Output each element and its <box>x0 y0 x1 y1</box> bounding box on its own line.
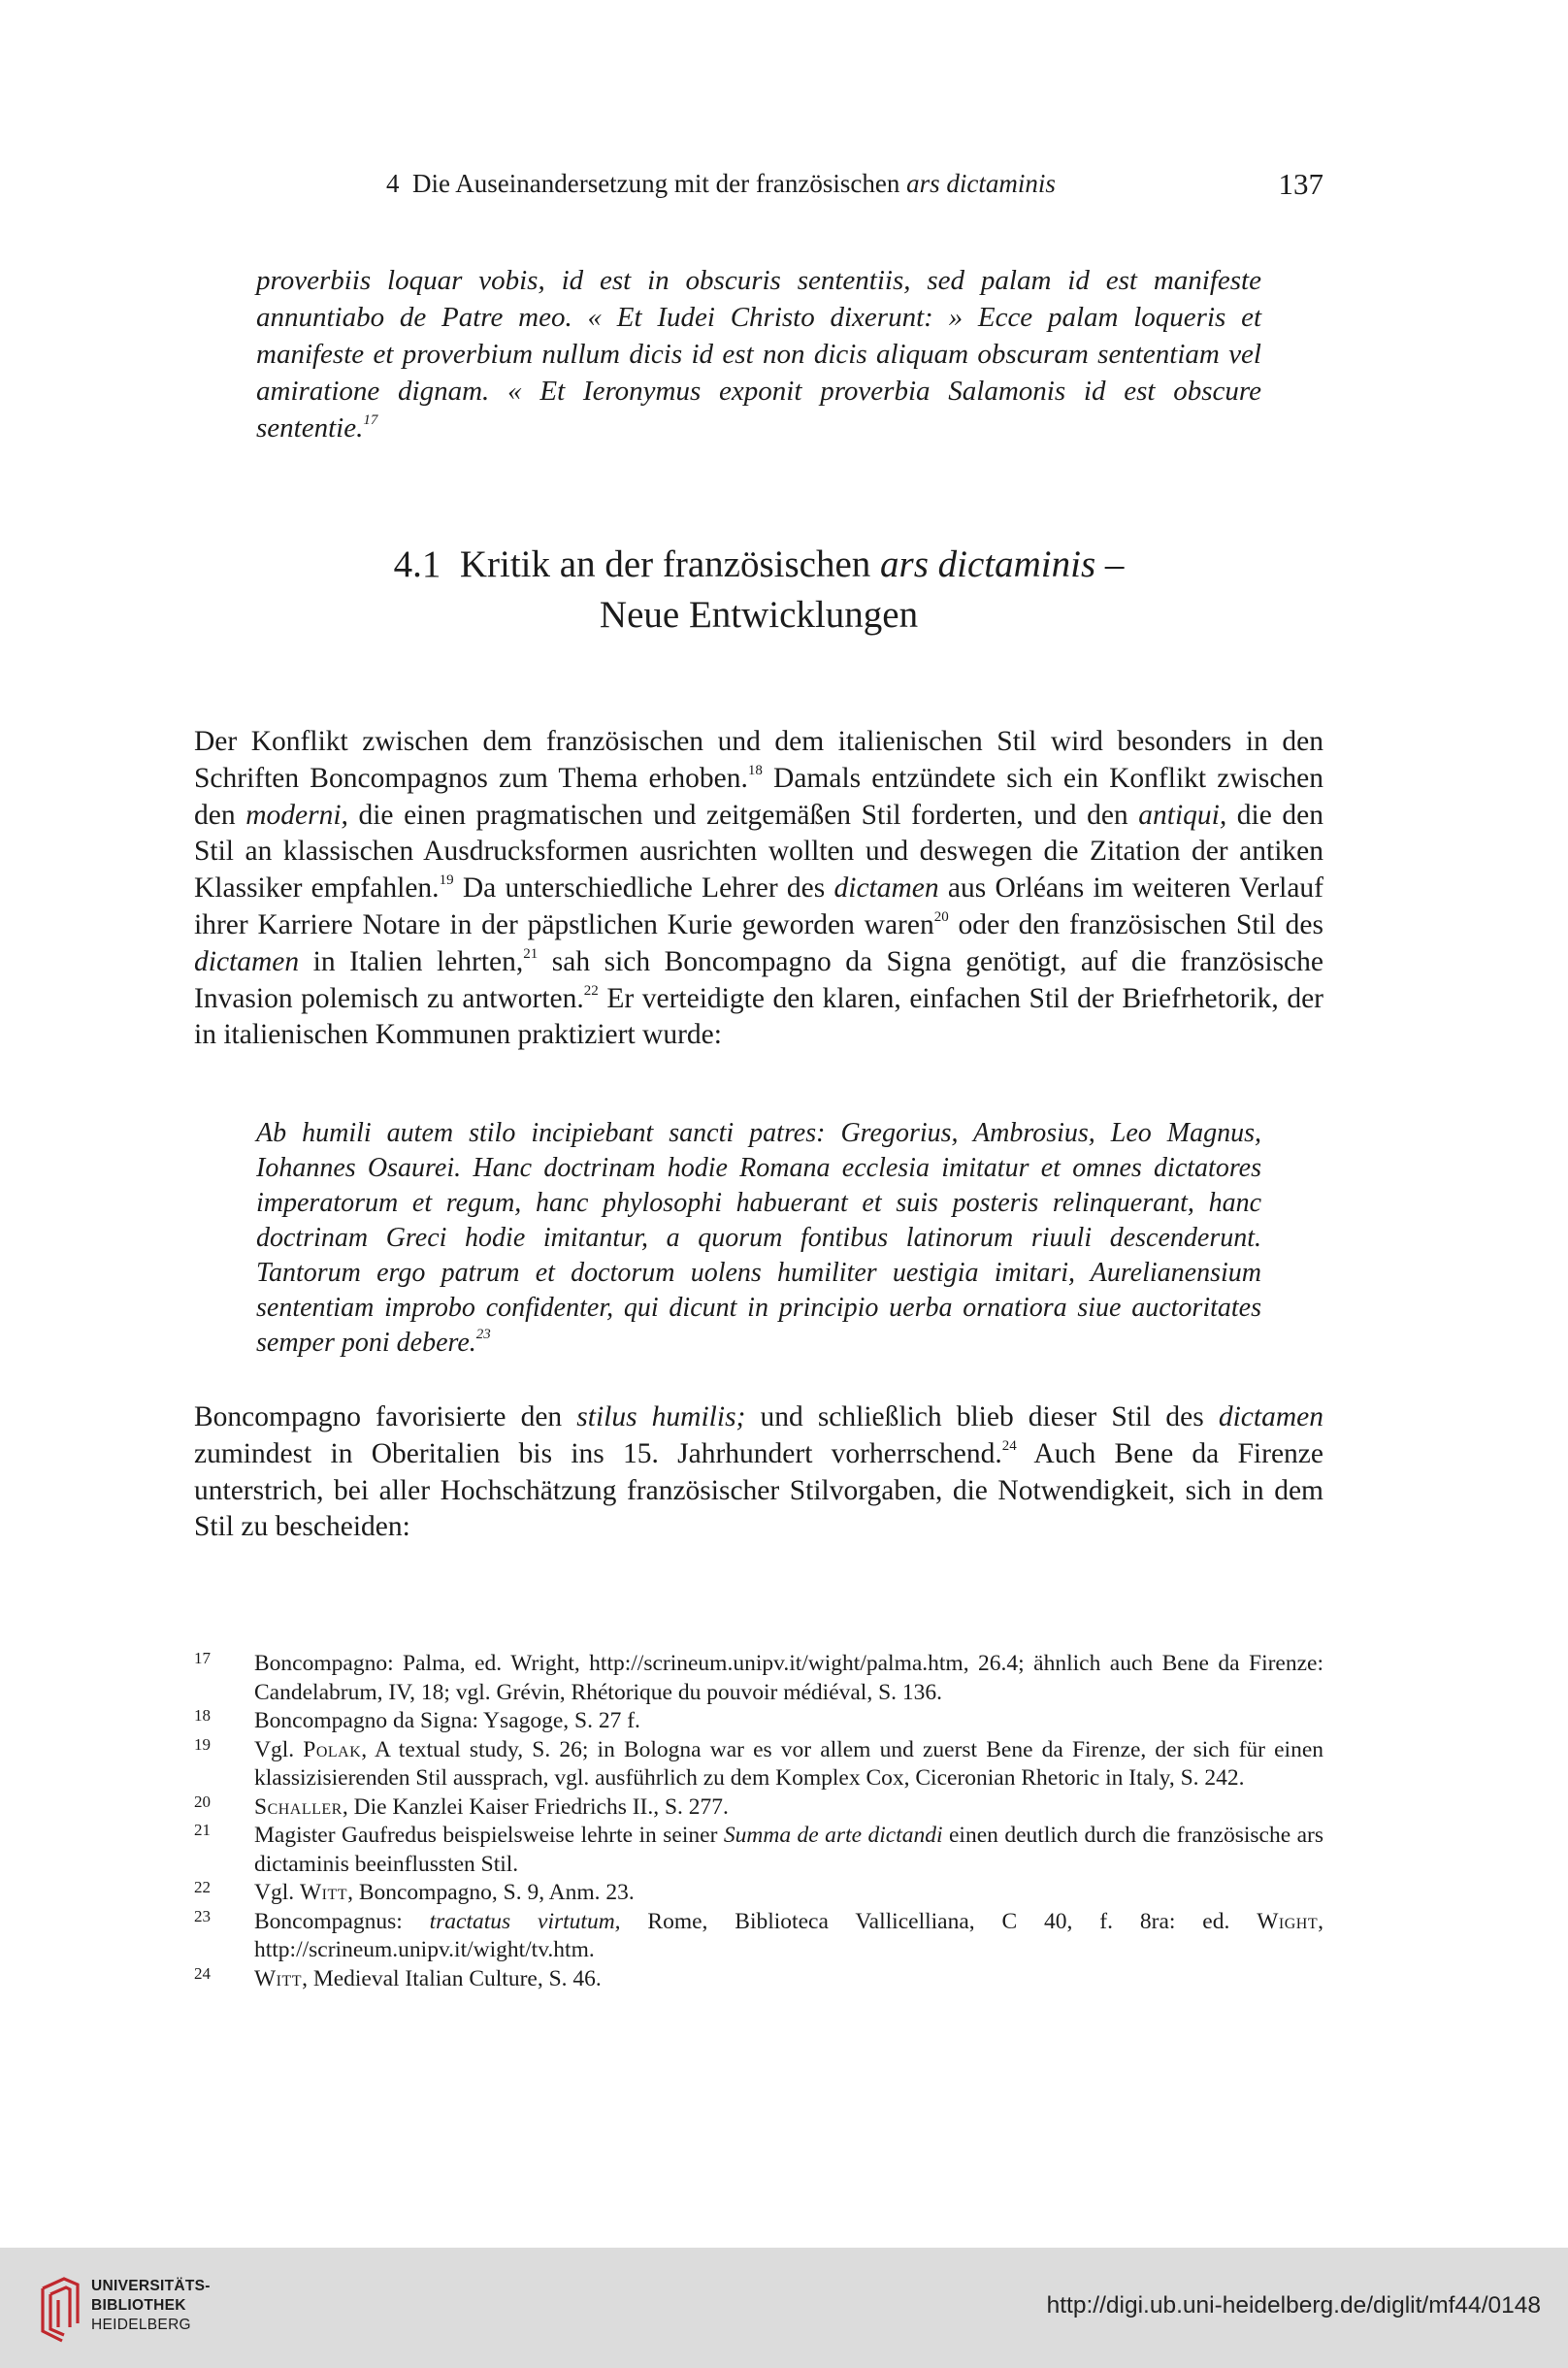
footnote-text: Boncompagno: Palma, ed. Wright, http://scrineum.unipv.it/wight/palma.htm, 26.4; ähnlich auch Bene da Firenze: Candelabrum, IV, 18; vgl. Grévin, Rhétorique du pouvoir médiéval, S. 136. <box>254 1651 1323 1705</box>
body-paragraph-1 <box>194 724 1323 1054</box>
section-heading-dash: – <box>1104 543 1125 585</box>
footnote-text: , A textual study, S. 26; in Bologna war es vor allem und zuerst Bene da Firenze, der sich für einen klassizisierenden Stil aussprach, vgl. ausführlich zu dem Komplex Cox, Ciceronian Rhetoric in Italy, S. 242. <box>254 1736 1323 1791</box>
text-run: Er verteidigte den klaren, einfachen Stil der Briefrhetorik, der in italienischen Kommunen praktiziert wurde: <box>194 982 1323 1051</box>
author-name: Witt <box>254 1965 303 1991</box>
footnote-21 <box>194 1822 1323 1879</box>
library-name-line2: BIBLIOTHEK <box>91 2297 186 2314</box>
footnote-text: Boncompagno da Signa: Ysagoge, S. 27 f. <box>254 1708 640 1733</box>
source-url-link[interactable]: http://digi.ub.uni-heidelberg.de/diglit/mf44/0148 <box>1046 2292 1541 2319</box>
footnote-ref[interactable]: 22 <box>583 982 599 999</box>
body-paragraph-2 <box>194 1399 1323 1546</box>
intro-quote-text: proverbiis loquar vobis, id est in obscuris sententiis, sed palam id est manifeste annuntiabo de Patre meo. « Et Iudei Christo dixerunt: » Ecce palam loqueris et manifeste et proverbium nullum dicis id est non dicis aliquam obscuram sententiam vel amiratione dignam. « Et Ieronymus exponit proverbia Salamonis id est obscure sententie. <box>256 265 1261 444</box>
text-run: zumindest in Oberitalien bis ins 15. Jahrhundert vorherrschend. <box>194 1437 1002 1469</box>
italic-term: dictamen <box>1218 1401 1323 1432</box>
footnote-number: 18 <box>194 1706 211 1725</box>
italic-title: Summa de arte dictandi <box>723 1823 943 1848</box>
text-run: Da unterschiedliche Lehrer des <box>453 872 834 904</box>
italic-term: moderni, <box>245 799 348 831</box>
library-logo[interactable] <box>37 2271 211 2349</box>
library-name-line3: HEIDELBERG <box>91 2317 191 2333</box>
library-name-line1: UNIVERSITÄTS- <box>91 2278 211 2294</box>
text-run: in Italien lehrten, <box>299 945 524 977</box>
author-name: Polak <box>303 1736 362 1762</box>
footnote-text: , http://scrineum.unipv.it/wight/tv.htm. <box>254 1908 1323 1962</box>
text-run: sah sich Boncompagno da Signa genötigt, auf die französische Invasion polemisch zu antworten. <box>194 945 1323 1014</box>
section-number: 4.1 <box>393 543 441 585</box>
footnote-text: Boncompagnus: <box>254 1908 430 1934</box>
text-run: und schließlich blieb dieser Stil des <box>745 1401 1219 1432</box>
footnote-24 <box>194 1965 1323 1994</box>
text-run: Der Konflikt zwischen dem französischen und dem italienischen Stil wird besonders in den Schriften Boncompagnos zum Thema erhoben. <box>194 726 1323 794</box>
footnote-ref[interactable]: 17 <box>363 412 378 428</box>
footnote-18 <box>194 1707 1323 1736</box>
footnote-number: 23 <box>194 1906 211 1925</box>
footnote-text: einen deutlich durch die französische ars dictaminis beeinflussten Stil. <box>254 1823 1323 1877</box>
block-quote <box>256 1116 1261 1361</box>
text-run: aus Orléans im weiteren Verlauf ihrer Karriere Notare in der päpstlichen Kurie geworden waren <box>194 872 1324 940</box>
footnote-number: 20 <box>194 1792 211 1811</box>
footnote-text: Magister Gaufredus beispielsweise lehrte in seiner <box>254 1823 724 1848</box>
italic-term: dictamen <box>194 945 300 977</box>
footnote-ref[interactable]: 18 <box>747 762 763 778</box>
section-heading-line1 <box>194 540 1323 590</box>
author-name: Schaller <box>254 1793 343 1820</box>
footnote-number: 22 <box>194 1878 211 1896</box>
footnote-ref[interactable]: 20 <box>933 908 949 925</box>
running-header-title <box>386 169 1056 199</box>
footnote-text: Vgl. <box>254 1736 304 1762</box>
footnote-number: 21 <box>194 1821 211 1839</box>
footnote-text: , Medieval Italian Culture, S. 46. <box>302 1965 602 1991</box>
footnote-19 <box>194 1736 1323 1793</box>
footnote-17 <box>194 1650 1323 1707</box>
section-heading-line2: Neue Entwicklungen <box>599 594 919 636</box>
text-run: oder den französischen Stil des <box>948 908 1323 940</box>
italic-title: tractatus virtutum, <box>429 1908 621 1934</box>
footnote-ref[interactable]: 19 <box>439 872 454 889</box>
footnote-text: Vgl. <box>254 1880 300 1905</box>
footnote-22 <box>194 1879 1323 1908</box>
footnote-text: , Die Kanzlei Kaiser Friedrichs II., S. 277. <box>342 1793 729 1820</box>
running-header <box>194 169 1323 208</box>
text-run: Auch Bene da Firenze unterstrich, bei aller Hochschätzung französischer Stilvorgaben, die Notwendigkeit, sich in dem Stil zu bescheiden: <box>194 1437 1323 1543</box>
section-heading-italic: ars dictaminis <box>880 543 1096 585</box>
text-run: Boncompagno favorisierte den <box>194 1401 577 1432</box>
page-number: 137 <box>1278 167 1323 201</box>
running-title-italic: ars dictaminis <box>906 169 1056 198</box>
running-title-text: Die Auseinandersetzung mit der französischen <box>412 169 900 198</box>
italic-term: antiqui, <box>1138 799 1227 831</box>
author-name: Witt <box>300 1880 348 1905</box>
footnote-number: 19 <box>194 1734 211 1754</box>
footnote-23 <box>194 1908 1323 1965</box>
author-name: Wight <box>1257 1908 1319 1934</box>
section-heading-text: Kritik an der französischen <box>459 543 871 585</box>
chapter-number: 4 <box>386 169 400 198</box>
block-quote-text: Ab humili autem stilo incipiebant sancti patres: Gregorius, Ambrosius, Leo Magnus, Iohannes Osaurei. Hanc doctrinam hodie Romana ecclesia imitatur et omnes dictatores imperatorum et regum, hanc phylosophi habuerant et suis posteris relinquerant, hanc doctrinam Greci hodie imitantur, a quorum fontibus latinorum riuuli descenderunt. Tantorum ergo patrum et doctorum uolens humiliter uestigia imitari, Aurelianensium sententiam improbo confidenter, qui dicunt in principio uerba ornatiora siue auctoritates semper poni debere. <box>256 1118 1261 1358</box>
footnote-20 <box>194 1793 1323 1823</box>
library-name <box>91 2277 211 2335</box>
italic-term: dictamen <box>833 872 939 904</box>
footer-bar <box>0 2248 1568 2368</box>
footnote-ref[interactable]: 24 <box>1001 1437 1017 1454</box>
italic-term: stilus humilis; <box>576 1401 746 1432</box>
footnote-number: 24 <box>194 1963 211 1983</box>
library-logo-icon <box>37 2271 83 2347</box>
intro-quote <box>256 262 1261 446</box>
footnotes <box>194 1650 1323 1993</box>
footnote-number: 17 <box>194 1649 211 1667</box>
text-run: die den Stil an klassischen Ausdrucksformen ausrichten wollten und deswegen die Zitation der antiken Klassiker empfahlen. <box>194 799 1324 904</box>
footnote-ref[interactable]: 21 <box>523 945 539 962</box>
footnote-ref[interactable]: 23 <box>475 1327 491 1342</box>
section-heading <box>194 540 1323 641</box>
footnote-text: Rome, Biblioteca Vallicelliana, C 40, f. 8ra: ed. <box>620 1908 1258 1934</box>
text-run: die einen pragmatischen und zeitgemäßen Stil forderten, und den <box>347 799 1139 831</box>
footnote-text: , Boncompagno, S. 9, Anm. 23. <box>347 1880 635 1905</box>
text-run: Damals entzündete sich ein Konflikt zwischen den <box>194 762 1324 831</box>
